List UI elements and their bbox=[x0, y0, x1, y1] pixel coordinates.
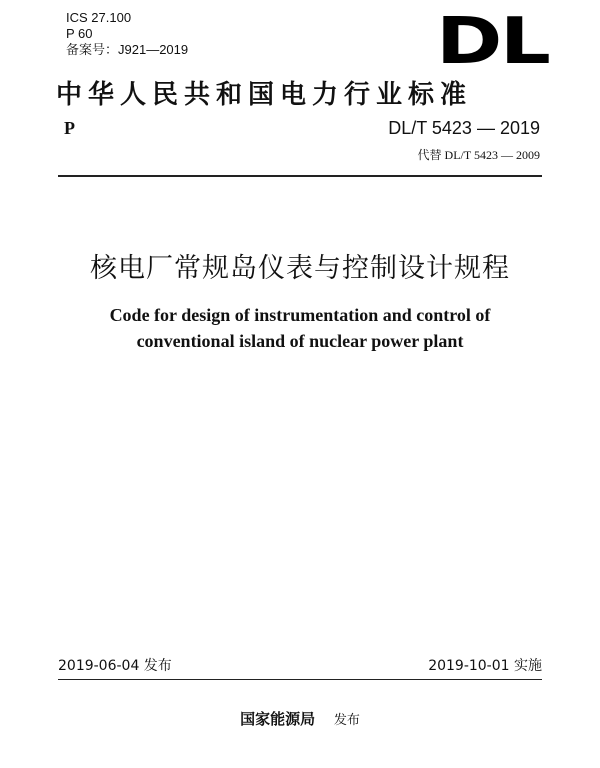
footer-divider bbox=[58, 679, 542, 680]
document-title-english bbox=[0, 302, 600, 354]
issuing-organization: 国家能源局 bbox=[240, 710, 316, 728]
industry-standard-heading: 中华人民共和国电力行业标准 bbox=[56, 80, 473, 110]
classification-code: P 60 bbox=[66, 26, 93, 41]
header-divider bbox=[58, 175, 542, 177]
standard-metadata bbox=[66, 10, 188, 58]
standard-number: DL/T 5423 — 2019 bbox=[388, 118, 540, 138]
publish-date: 2019-06-04 发布 bbox=[58, 658, 172, 674]
issue-action: 发布 bbox=[333, 713, 360, 728]
category-letter: P bbox=[64, 118, 75, 138]
english-title-line-2: conventional island of nuclear power plant bbox=[136, 331, 464, 351]
document-title-chinese: 核电厂常规岛仪表与控制设计规程 bbox=[90, 253, 510, 284]
ics-code: ICS 27.100 bbox=[66, 10, 132, 25]
replaces-standard: 代替 DL/T 5423 — 2009 bbox=[417, 148, 540, 162]
english-title-line-1: Code for design of instrumentation and control of bbox=[109, 305, 491, 325]
dl-logo: DL bbox=[436, 5, 549, 79]
issuer-line bbox=[0, 708, 600, 729]
filing-number: 备案号：J921—2019 bbox=[66, 42, 189, 57]
effective-date: 2019-10-01 实施 bbox=[428, 658, 542, 674]
